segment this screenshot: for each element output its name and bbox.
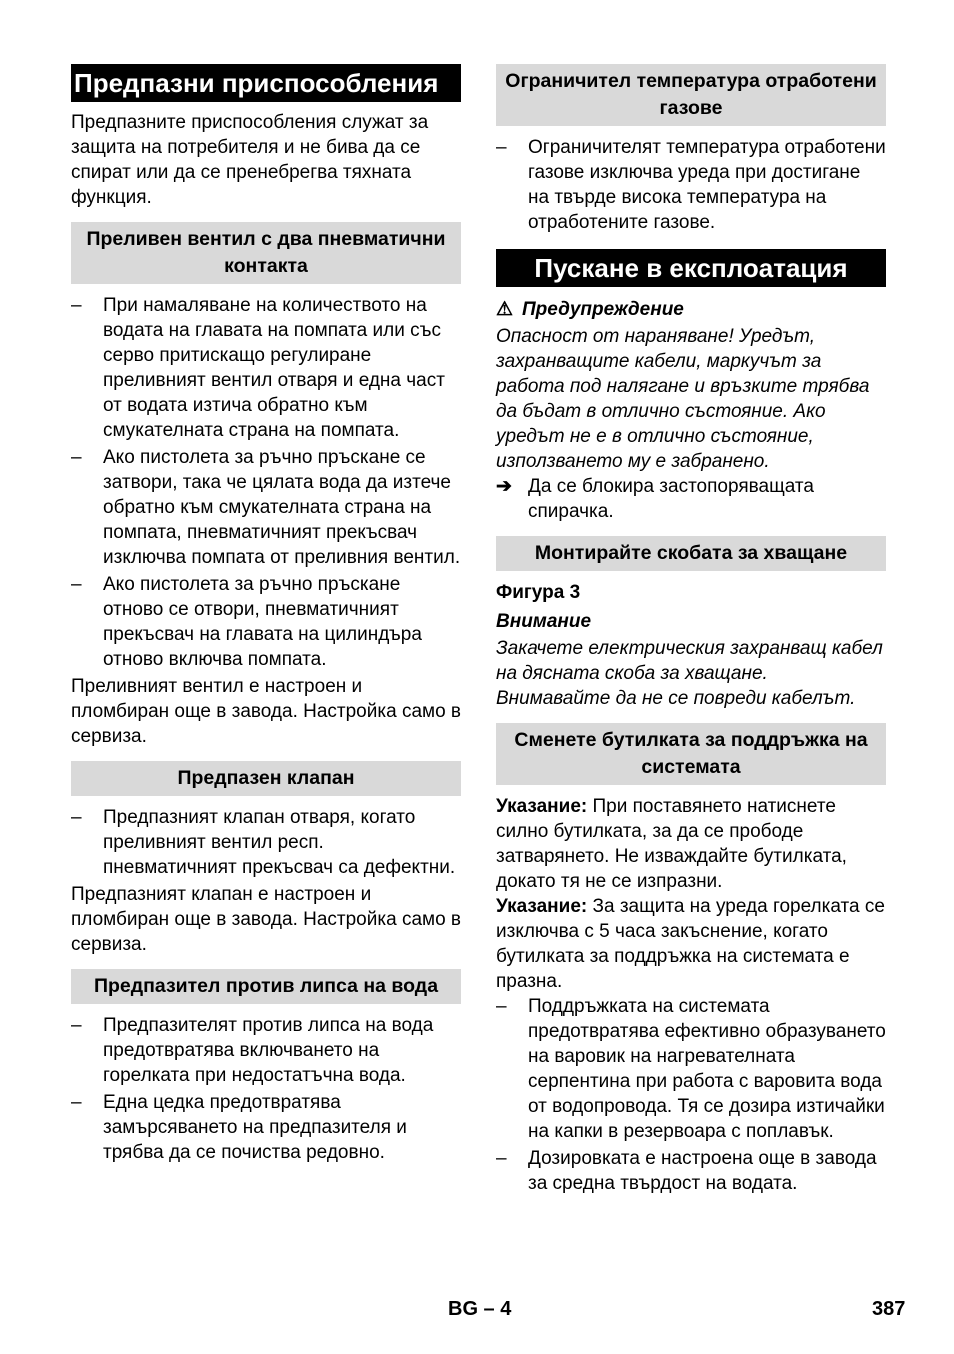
list-item: – Ограничителят температура отработени газове изключва уреда при достигане на твърде висока температура на отработените газове. — [496, 137, 886, 233]
subheading-replace-care-bottle: Сменете бутилката за поддръжка на системата — [496, 723, 886, 785]
dash-marker: – — [71, 295, 82, 316]
list-item: – Предпазният клапан отваря, когато преливният вентил респ. пневматичният прекъсвач са дефектни. — [71, 807, 456, 878]
section-heading-safety-devices: Предпазни приспособления — [71, 64, 461, 102]
overflow-valve-list — [71, 293, 461, 672]
care-system-list — [496, 994, 886, 1196]
dash-marker: – — [71, 447, 82, 468]
note-label: Указание: — [496, 796, 588, 817]
dash-marker: – — [496, 996, 507, 1017]
attention-text: Закачете електрическия захранващ кабел на дясната скоба за хващане. Внимавайте да не се повреди кабелът. — [496, 638, 883, 709]
exhaust-temp-list — [496, 135, 886, 235]
figure-label: Фигура 3 — [496, 582, 581, 603]
list-item: – Предпазителят против липса на вода предотвратява включването на горелката при недостатъчна вода. — [71, 1015, 434, 1086]
arrow-right-icon: ➔ — [496, 476, 512, 497]
list-item: – При намаляване на количеството на водата на главата на помпата или със серво притискащо регулиране преливният вентил отваря и една част от водата изтича обратно към смукателната страна на помпата. — [71, 295, 445, 441]
right-column — [496, 64, 886, 1198]
warning-icon: ⚠ — [496, 299, 514, 320]
subheading-mount-handle: Монтирайте скобата за хващане — [496, 536, 886, 571]
dash-marker: – — [71, 574, 82, 595]
list-item: – Дозировката е настроена още в завода за средна твърдост на водата. — [496, 1148, 877, 1194]
subheading-exhaust-temp-limiter: Ограничител температура отработени газове — [496, 64, 886, 126]
page-number: 387 — [872, 1298, 906, 1320]
subheading-safety-valve: Предпазен клапан — [71, 761, 461, 796]
overflow-valve-note: Преливният вентил е настроен и пломбиран още в завода. Настройка само в сервиза. — [71, 676, 462, 747]
safety-valve-note: Предпазният клапан е настроен и пломбиран още в завода. Настройка само в сервиза. — [71, 884, 462, 955]
intro-paragraph: Предпазните приспособления служат за защита на потребителя и не бива да се спират или да се пренебрегва тяхната функция. — [71, 112, 429, 208]
warning-text: Опасност от нараняване! Уредът, захранващите кабели, маркучът за работа под налягане и връзките трябва да бъдат в отлично състояние. Ако уредът не е в отлично състояние, използването му е забранено. — [496, 326, 870, 472]
dash-marker: – — [496, 1148, 507, 1169]
subheading-water-shortage-protection: Предпазител против липса на вода — [71, 969, 461, 1004]
note-paragraph-1: Указание: При поставянето натиснете силно бутилката, за да се прободе затварянето. Не изваждайте бутилката, докато тя не се изпразни. — [496, 796, 847, 892]
warning-title: ⚠ Предупреждение — [496, 299, 684, 320]
note-paragraph-2: Указание: За защита на уреда горелката се изключва с 5 часа закъснение, когато бутилката за поддръжка на системата е празна. — [496, 896, 885, 992]
list-item: – Една цедка предотвратява замърсяването на предпазителя и трябва да се почиства редовно. — [71, 1092, 407, 1163]
subheading-overflow-valve: Преливен вентил с два пневматични контакта — [71, 222, 461, 284]
list-item: – Ако пистолета за ръчно пръскане отново се отвори, пневматичният прекъсвач на главата на цилиндъра отново включва помпата. — [71, 574, 422, 670]
attention-label: Внимание — [496, 611, 592, 632]
note-label: Указание: — [496, 896, 588, 917]
dash-marker: – — [71, 1092, 82, 1113]
dash-marker: – — [71, 807, 82, 828]
safety-valve-list — [71, 805, 461, 880]
action-step: ➔ Да се блокира застопоряващата спирачка. — [496, 476, 814, 522]
dash-marker: – — [496, 137, 507, 158]
dash-marker: – — [71, 1015, 82, 1036]
list-item: – Ако пистолета за ръчно пръскане се затвори, така че цялата вода да изтече обратно към смукателната страна на помпата, пневматичният прекъсвач изключва помпата от преливния вентил. — [71, 447, 461, 568]
list-item: – Поддръжката на системата предотвратява ефективно образуването на варовик на нагревателната серпентина при работа с варовита вода от водопровода. Тя се дозира изтичайки на капки в резервоара с поплавък. — [496, 996, 886, 1142]
section-heading-commissioning: Пускане в експлоатация — [496, 249, 886, 287]
water-shortage-list — [71, 1013, 461, 1165]
footer-section-label: BG – 4 — [448, 1298, 512, 1320]
left-column — [71, 64, 461, 1167]
